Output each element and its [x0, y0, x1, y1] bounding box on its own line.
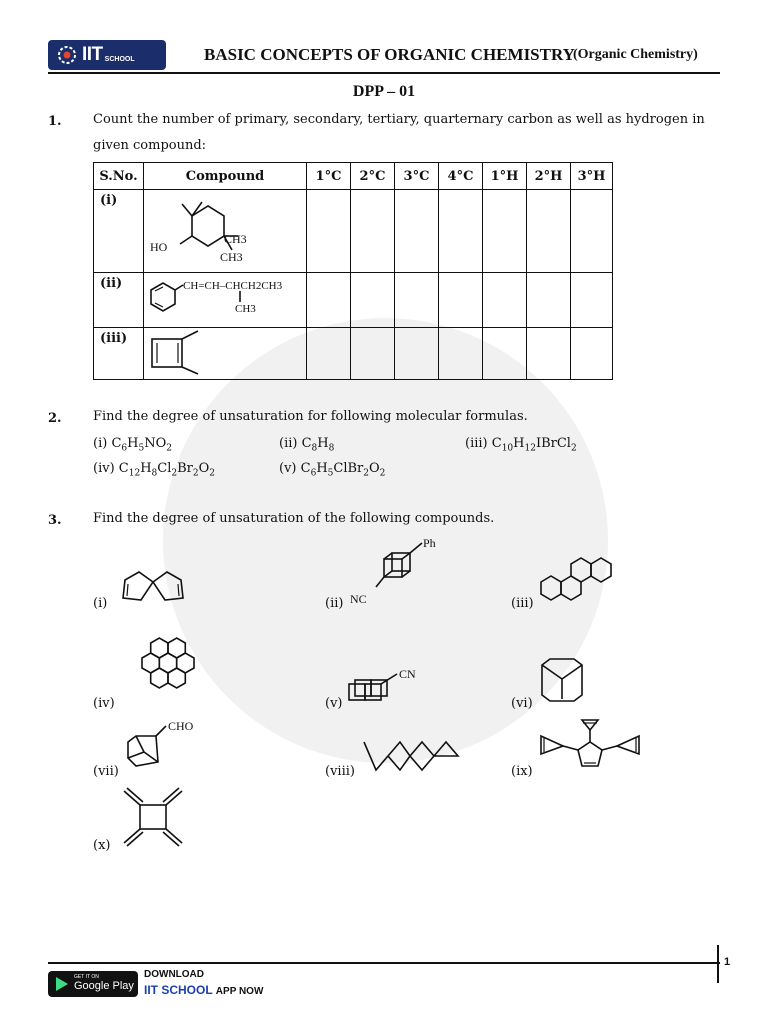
- answer-cell[interactable]: [571, 273, 613, 328]
- benzene-ring: [168, 668, 185, 688]
- question-3-number: 3.: [48, 513, 62, 528]
- benzene-ring: [151, 638, 168, 658]
- table-header: 3°C: [395, 163, 439, 190]
- compound-label: (i): [93, 596, 108, 611]
- question-2-text: Find the degree of unsaturation for following molecular formulas.: [93, 409, 528, 424]
- table-header: 1°C: [307, 163, 351, 190]
- google-play-icon: [56, 977, 68, 991]
- cage-cho-structure: [122, 716, 212, 776]
- answer-cell[interactable]: [307, 328, 351, 380]
- answer-cell[interactable]: [307, 273, 351, 328]
- compound-iii-structure: [149, 330, 204, 376]
- compound-label: (vi): [511, 696, 533, 711]
- download-label: DOWNLOAD: [144, 969, 204, 980]
- table-header: S.No.: [94, 163, 144, 190]
- table-header: 2°C: [351, 163, 395, 190]
- compound-label: (viii): [325, 764, 355, 779]
- row-sno: (iii): [94, 328, 144, 380]
- answer-cell[interactable]: [483, 328, 527, 380]
- chapter-title: BASIC CONCEPTS OF ORGANIC CHEMISTRY: [204, 45, 575, 64]
- compound-label: (ix): [511, 764, 533, 779]
- store-big-text: Google Play: [74, 980, 134, 992]
- store-small-text: GET IT ON: [74, 974, 99, 980]
- footer-divider: [717, 945, 719, 983]
- answer-cell[interactable]: [439, 328, 483, 380]
- footer-rule: [48, 962, 720, 964]
- subject-label: (Organic Chemistry): [573, 47, 698, 62]
- answer-cell[interactable]: [395, 190, 439, 273]
- answer-cell[interactable]: [395, 328, 439, 380]
- table-header: 3°H: [571, 163, 613, 190]
- fused-aromatic-structure: [538, 552, 618, 612]
- formula-item: (ii) $C_8H_8$: [279, 436, 335, 454]
- question-1-number: 1.: [48, 114, 62, 129]
- answer-cell[interactable]: [571, 328, 613, 380]
- table-header-row: [94, 163, 613, 190]
- table-header: Compound: [144, 163, 307, 190]
- label-ch3: CH3: [220, 250, 243, 264]
- answer-cell[interactable]: [395, 273, 439, 328]
- prismane-cn-structure: [347, 668, 437, 713]
- answer-cell[interactable]: [571, 190, 613, 273]
- page-number: 1: [724, 956, 731, 968]
- label-cn: CN: [399, 667, 416, 681]
- answer-cell[interactable]: [351, 190, 395, 273]
- label-ho: HO: [150, 240, 168, 254]
- answer-cell[interactable]: [527, 328, 571, 380]
- compound-label: (x): [93, 838, 111, 853]
- cubane-ph-nc-structure: [350, 535, 450, 615]
- answer-cell[interactable]: [307, 190, 351, 273]
- label-cho: CHO: [168, 719, 194, 733]
- compound-label: (vii): [93, 764, 119, 779]
- answer-cell[interactable]: [351, 328, 395, 380]
- compound-label: (v): [325, 696, 343, 711]
- header-rule: [48, 72, 720, 74]
- logo-subtext: SCHOOL: [104, 55, 135, 63]
- label-ch3: CH3: [235, 303, 256, 315]
- formula-item: (iv) $C_{12}H_8Cl_2Br_2O_2$: [93, 461, 216, 479]
- dpp-title: DPP – 01: [352, 83, 416, 100]
- compound-label: (ii): [325, 596, 344, 611]
- label-ph: Ph: [423, 536, 436, 550]
- compound-label: (iii): [511, 596, 534, 611]
- app-name: [144, 983, 263, 997]
- answer-cell[interactable]: [439, 273, 483, 328]
- triangane-chain-structure: [362, 738, 462, 774]
- question-1-text: Count the number of primary, secondary, tertiary, quarternary carbon as well as hydrogen in given compound:: [93, 112, 705, 153]
- logo-gear-icon: [56, 44, 78, 66]
- row-sno: (i): [94, 190, 144, 273]
- cube-structure: [538, 655, 588, 705]
- answer-cell[interactable]: [439, 190, 483, 273]
- table-header: 2°H: [527, 163, 571, 190]
- spiro-diene-structure: [115, 570, 195, 610]
- answer-cell[interactable]: [527, 273, 571, 328]
- benzene-ring: [151, 668, 168, 688]
- compound-ii-structure: [147, 278, 307, 320]
- row-sno: (ii): [94, 273, 144, 328]
- answer-cell[interactable]: [483, 273, 527, 328]
- coronene-structure: [118, 625, 218, 705]
- answer-cell[interactable]: [483, 190, 527, 273]
- answer-cell[interactable]: [527, 190, 571, 273]
- answer-cell[interactable]: [351, 273, 395, 328]
- question-2-number: 2.: [48, 411, 62, 426]
- question-3-text: Find the degree of unsaturation of the following compounds.: [93, 511, 495, 526]
- label-ch3: CH3: [224, 232, 247, 246]
- label-nc: NC: [350, 592, 367, 606]
- formula-item: (iii) $C_{10}H_{12}IBrCl_2$: [465, 436, 577, 454]
- app-suffix: APP NOW: [215, 986, 264, 997]
- table-header: 4°C: [439, 163, 483, 190]
- formula-item: (v) $C_6H_5ClBr_2O_2$: [279, 461, 386, 479]
- compound-i-structure: [150, 198, 260, 268]
- cyclobutane-tetraene-structure: [118, 785, 188, 850]
- table-header: 1°H: [483, 163, 527, 190]
- logo-text: IIT: [82, 44, 103, 65]
- benzene-ring: [168, 638, 185, 658]
- cyclopropene-cyclopentene-structure: [535, 716, 645, 776]
- compound-label: (iv): [93, 696, 115, 711]
- label-side-chain: CH=CH–CHCH2CH3: [183, 280, 283, 292]
- iit-school-logo: [48, 40, 166, 70]
- app-brand: IIT SCHOOL: [144, 983, 213, 997]
- formula-item: (i) $C_6H_5NO_2$: [93, 436, 172, 454]
- google-play-badge[interactable]: [48, 971, 138, 997]
